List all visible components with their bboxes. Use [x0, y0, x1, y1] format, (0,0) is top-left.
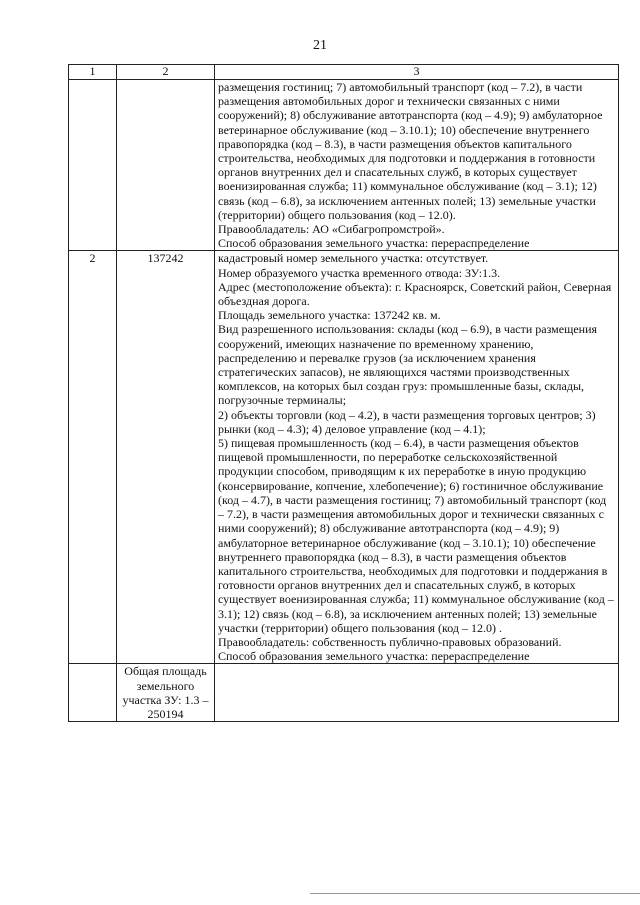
empty-cell	[69, 664, 117, 722]
formation-method-text: Способ образования земельного участка: перераспределение	[218, 649, 530, 664]
row-number-cell: 2	[69, 251, 117, 664]
table-row	[69, 251, 619, 664]
table-header-row	[69, 65, 619, 80]
permitted-use-text: Вид разрешенного использования: склады (код – 6.9), в части размещения сооружений, имеющих назначение по временному хранению, распределению и перевалке грузов (за исключением хранения стратегических запасов), не являющихся частями производственных комплексов, на которых был создан груз: промышленные базы, склады, погрузочные терминалы;	[218, 322, 598, 408]
permitted-use-text: размещения гостиниц; 7) автомобильный транспорт (код – 7.2), в части размещения автомобильных дорог и технически связанных с ними сооружений); 8) обслуживание автотранспорта (код – 4.9); 9) амбулаторное ветеринарное обслуживание (код – 3.10.1); 10) обеспечение внутреннего правопорядка (код – 8.3), в части размещения объектов капитального строительства, необходимых для подготовки и поддержания в готовности органов внутренних дел и спасательных служб, в которых существует военизированная служба; 11) коммунальное обслуживание (код – 3.1); 12) связь (код – 6.8), за исключением антенных полей; 13) земельные участки (территории) общего пользования (код – 12.0).	[218, 80, 603, 222]
right-holder-text: Правообладатель: собственность публично-правовых образований.	[218, 634, 562, 649]
land-plot-table	[68, 64, 619, 722]
header-col-1: 1	[69, 65, 117, 80]
area-cell	[117, 80, 215, 251]
area-cell: 137242	[117, 251, 215, 664]
header-col-3: 3	[215, 65, 619, 80]
row-number-cell	[69, 80, 117, 251]
page-number: 21	[313, 38, 327, 53]
empty-cell	[215, 664, 619, 722]
header-col-2: 2	[117, 65, 215, 80]
plot-area-text: Площадь земельного участка: 137242 кв. м.	[218, 308, 441, 323]
total-area-cell: Общая площадь земельного участка ЗУ: 1.3 – 250194	[117, 664, 215, 722]
right-holder-text: Правообладатель: АО «Сибагропромстрой».	[218, 222, 445, 237]
cadastral-number-text: кадастровый номер земельного участка: отсутствует.	[218, 251, 489, 266]
address-text: Адрес (местоположение объекта): г. Красноярск, Советский район, Северная объездная дорога.	[218, 279, 612, 309]
total-row	[69, 664, 619, 722]
formation-method-text: Способ образования земельного участка: перераспределение	[218, 236, 530, 251]
permitted-use-text: 2) объекты торговли (код – 4.2), в части размещения торговых центров; 3) рынки (код – 4.3); 4) деловое управление (код – 4.1);	[218, 407, 596, 436]
description-cell	[215, 251, 619, 664]
permitted-use-text: 5) пищевая промышленность (код – 6.4), в части размещения объектов пищевой промышленности, по переработке сельскохозяйственной продукции способом, приводящим к их переработке в иную продукцию (консервирование, копчение, хлебопечение); 6) гостиничное обслуживание (код – 4.7), в части размещения гостиниц; 7) автомобильный транспорт (код – 7.2), в части размещения автомобильных дорог и технически связанных с ними сооружений); 8) обслуживание автотранспорта (код – 4.9); 9) амбулаторное ветеринарное обслуживание (код – 3.10.1); 10) обеспечение внутреннего правопорядка (код – 8.3), в части размещения объектов капитального строительства, необходимых для подготовки и поддержания в готовности органов внутренних дел и спасательных служб, в которых существует военизированная служба; 11) коммунальное обслуживание (код – 3.1); 12) связь (код – 6.8), за исключением антенных полей; 13) земельные участки (территории) общего пользования (код – 12.0) .	[218, 436, 614, 635]
scan-edge-line	[310, 893, 640, 894]
table-row	[69, 80, 619, 251]
description-cell	[215, 80, 619, 251]
plot-number-text: Номер образуемого участка временного отвода: ЗУ:1.3.	[218, 265, 501, 280]
